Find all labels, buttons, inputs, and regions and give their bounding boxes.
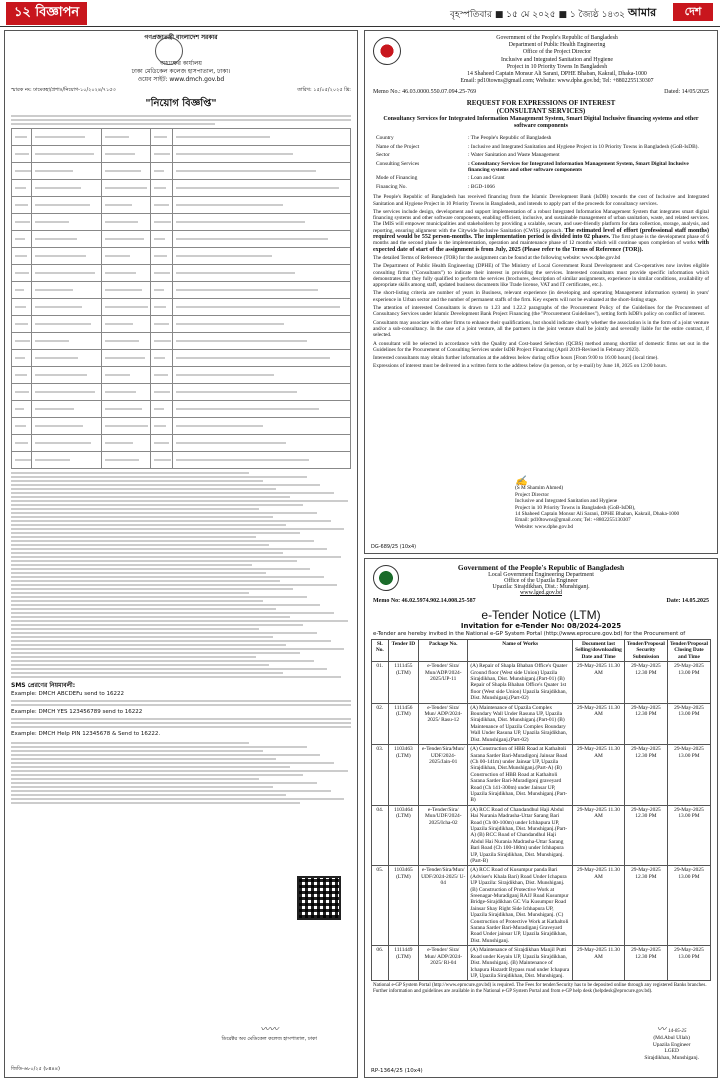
tender-cell-sec: 29-May-2025 12.30 PM (624, 946, 667, 981)
tender-title: e-Tender Notice (LTM) (481, 608, 601, 622)
reoi-field-key: Financing No. (376, 183, 407, 190)
reoi-field-value: : Inclusive and Integrated Sanitation and Hygiene Project in 10 Priority Towns in Bangladesh (GoB-IsDB). (468, 143, 699, 150)
tender-col-header: Package No. (419, 640, 468, 662)
tender-cell-close: 29-May-2025 13.00 PM (667, 805, 710, 866)
reoi-gov: Government of the People's Republic of Bangladesh (496, 35, 618, 41)
tender-memo: Memo No: 46.02.5974.902.14.008.25-587 (373, 598, 476, 604)
tender-cell-sec: 29-May-2025 12.30 PM (624, 866, 667, 946)
tender-cell-works: (A) RCC Road of Kusumpur panda Bari (Adviser's Khala Bari) Road Under Ichapura UP Upazila: Sirajdikhan, Dist. Munshiganj. (B) Construction of Protective Work at Sreenagar-Muradiganj RAJJ Road Kusumpur Bridge-Sirajdikhan GC Via Kusumpur Road Jainsar Shay Right Side Ichhapura UP, Upazila Sirajdikhan, Dist. Munshiganj. (C) Construction of Protective Work at Kathaltoli Sarana Sarder Bari-Muradiganj Graveyard Road Under jainsar UP, Upazila Sirajdikhan, Dist. Munshiganj. (468, 866, 573, 946)
tender-cell-pkg: e-Tender/Sira/Mun/ UDF/2024-2025/ U-04 (419, 866, 468, 946)
tender-col-header: Tender/Proposal Security Submission (624, 640, 667, 662)
table-row (12, 197, 351, 214)
reoi-field-key: Mode of Financing (376, 175, 418, 182)
tender-cell-sell: 29-May-2025 11.30 AM (573, 745, 625, 806)
reoi-title2: (CONSULTANT SERVICES) (496, 107, 586, 116)
page-label: ১২ বিজ্ঞাপন (6, 2, 87, 25)
tender-cell-id: 1103464 (LTM) (388, 805, 419, 866)
table-row (12, 248, 351, 265)
tender-cell-sell: 29-May-2025 11.30 AM (573, 946, 625, 981)
recruitment-notice (4, 30, 358, 1078)
table-row (12, 401, 351, 418)
tender-cell-sec: 29-May-2025 12.30 PM (624, 662, 667, 703)
reoi-p9: Interested consultants may obtain further information at the address below during office hours [From 9:00 to 16:00 hours] (local time). (373, 355, 659, 362)
sms-example-2: Example: DMCH YES 123456789 send to 16222 (11, 709, 143, 715)
tender-cell-works: (A) Maintenance of Sirajdikhan Manjil Putti Road under Keyain UP, Upazila Sirajdikhan, Dist. Munshiganj. (B) Maintenance of Ichapura Hazardt Bypass road under Ichapura UP, Upazila Sirajdikhan, Dist. Munshiganj. (468, 946, 573, 981)
table-row (12, 435, 351, 452)
tender-cell-works: (A) Construction of HBB Road at Kathaltoli Sarana Sarder Bari-Muradigonj Jainsar Road (Ch 00-141m) under Jainsar UP, Upazila Sirajdikhan, Dist.Munshiganj.(Part-A) (B) Construction of HBB Road at Kathaltoli Sarana Sarder Bari-Muradigonj graveyard Road (Ch 141-300m) under Jainsar UP, Upazila Sirajdikhan, Dist. Munshiganj.(Part-B) (468, 745, 573, 806)
tender-cell-sl: 03. (372, 745, 389, 806)
reoi-project2: Project in 10 Priority Towns In Bangladesh (506, 63, 608, 70)
notice-conditions (5, 472, 357, 678)
table-row (12, 452, 351, 469)
reoi-p2-emph: The estimated level of effort (professional staff months) required would be 552 person-months. The implementation period is divided into 02 phases. (373, 227, 709, 241)
reoi-address: 14 Shaheed Captain Monsur Ali Sarani, DPHE Bhaban, Kakrail, Dhaka-1000 (467, 71, 647, 78)
newspaper-logo (628, 3, 714, 21)
tender-cell-id: 1103463 (LTM) (388, 745, 419, 806)
tender-row (372, 805, 711, 866)
tender-col-header: Tender ID (388, 640, 419, 662)
reoi-sig-name: (S M Shamim Ahmed) (515, 485, 564, 492)
tender-dept: Local Government Engineering Department (488, 572, 594, 578)
table-row (12, 231, 351, 248)
tender-cell-sell: 29-May-2025 11.30 AM (573, 805, 625, 866)
tender-cell-sec: 29-May-2025 12.30 PM (624, 805, 667, 866)
tender-cell-sl: 06. (372, 946, 389, 981)
tender-cell-pkg: e-Tender/ Sira/ Mun/ ADP/2024-2025/ Rl-04 (419, 946, 468, 981)
reoi-sig-contact: Email: pd10towns@gmail.com; Tel: +8802255130307 (515, 517, 631, 524)
tender-cell-close: 29-May-2025 13.00 PM (667, 946, 710, 981)
tender-gov: Government of the People's Republic of Bangladesh (457, 563, 625, 572)
table-row (12, 299, 351, 316)
tender-cell-sl: 02. (372, 703, 389, 744)
tender-col-header: Document last Selling/downloading Date and Time (573, 640, 625, 662)
reoi-p10: Expressions of interest must be delivered in a written form to the address below (in person, or by e-mail) by June 18, 2025 on 12:00 hours. (373, 363, 667, 370)
tender-cell-sell: 29-May-2025 11.30 AM (573, 662, 625, 703)
tender-cell-id: 1103465 (LTM) (388, 866, 419, 946)
reoi-notice (364, 30, 718, 554)
help-example: Example: DMCH Help PIN 12345678 & Send to 16222. (11, 731, 161, 737)
reoi-p2-emph2: with expected date of start of the assignment is from July, 2025 (Please refer to the Terms of Reference (TOR)). (373, 240, 710, 253)
reoi-field-key: Sector (376, 152, 390, 159)
tender-col-header: Sl. No. (372, 640, 389, 662)
tender-cell-sell: 29-May-2025 11.30 AM (573, 703, 625, 744)
notice-office1: অধ্যক্ষের কার্যালয় (160, 60, 202, 67)
reoi-contact: Email: pd10towns@gmail.com; Website: www.dphe.gov.bd; Tel: +8802255130307 (460, 78, 654, 85)
tender-web: www.lged.gov.bd (519, 590, 563, 596)
reoi-memo: Memo No.: 46.03.0000.550.07.094.25-769 (373, 89, 477, 96)
reoi-p2-tail: The first phase is the development phase of 6 months and the second phase is the implementation, operation and maintenance phase of 12 months which will continue upon completion of works (373, 234, 709, 247)
tender-sig-name: (Md.Abul Ullah) (653, 1035, 690, 1042)
tender-signature-mark: 〰 14-05-25 (656, 1023, 687, 1034)
reoi-field-key: Name of the Project (376, 143, 420, 150)
tender-sig-t2: LGED (664, 1048, 679, 1055)
table-row (12, 367, 351, 384)
issue-date: বৃহস্পতিবার ■ ১৫ মে ২০২৫ ■ ১ জ্যৈষ্ঠ ১৪৩২ (450, 10, 625, 20)
notice-memo-date: তারিখ: ১৫/০৫/২০২৫ খ্রি: (297, 87, 351, 93)
reoi-p7: Consultants may associate with other firms to enhance their qualifications, but should indicate clearly whether the association is in the form of a joint venture and/or a sub-consultancy. In the case of a joint venture, all the partners in the joint venture shall be jointly and severally liable for the entire contract, if selected. (373, 319, 709, 339)
notice-memo: স্মারক নং: ঢামেকহা/প্রশাঃ/নিয়োগ-১০/২০২৪/৭১৫৩ (11, 87, 116, 93)
gov-seal-icon (155, 37, 183, 65)
qr-code-icon (297, 876, 341, 920)
etender-notice (364, 558, 718, 1078)
reoi-subject: Consultancy Services for Integrated Information Management System, Smart Digital Inclusive financing systems and other software components (383, 116, 699, 130)
posts-table (11, 128, 351, 469)
reoi-office: Office of the Project Director (522, 49, 592, 56)
tender-cell-id: 1111449 (LTM) (388, 946, 419, 981)
sms-heading: SMS প্রেরণের নিয়মাবলী: (11, 682, 76, 689)
table-row (12, 384, 351, 401)
page-header (0, 0, 720, 27)
notice-website: ওয়েব সাইট: www.dmch.gov.bd (137, 76, 225, 83)
sms-example-1: Example: DMCH ABCDEFu send to 16222 (11, 691, 124, 697)
reoi-dept: Department of Public Health Engineering (508, 42, 606, 49)
tender-col-header: Name of Works (468, 640, 573, 662)
table-row (12, 316, 351, 333)
table-row (12, 146, 351, 163)
tender-cell-pkg: e-Tender/ Sira/ Mun/ ADP/2024-2025/ Rasu-12 (419, 703, 468, 744)
reoi-ref: DG-689/25 (10x4) (371, 544, 417, 550)
tender-cell-pkg: e-Tender/Sira/Mun/ UDF/2024-2025/Jain-01 (419, 745, 468, 806)
tender-table (371, 639, 711, 981)
reoi-p6: The attention of interested Consultants is drawn to 1.23 and 1.22.2 paragraphs of the Procurement Policy of the Guidelines for the Procurement of Consultancy Services under Islamic Development Bank Project Financing (the "Procurement Guidelines"), setting forth IsDB's policy on conflict of interest. (373, 305, 709, 318)
tender-cell-id: 1111455 (LTM) (388, 662, 419, 703)
tender-col-header: Tender/Proposal Closing Date and Time (667, 640, 710, 662)
reoi-signature-mark: ✍ (515, 476, 528, 487)
reoi-sig-t2: Inclusive and Integrated Sanitation and Hygiene (515, 498, 618, 505)
logo-part1: আমার (628, 6, 657, 19)
tender-ref: RP-1364/25 (10x4) (371, 1068, 423, 1074)
reoi-p8: A consultant will be selected in accordance with the Quality and Cost-based Selection (QCBS) method among shortlist of domestic firms set out in the Guidelines for the Procurement of Consulting Services under IsDB Project Financing (April 2019-Revised in February 2023). (373, 340, 709, 353)
reoi-p5: The short-listing criteria are number of years in Business, relevant experience (in developing and operating Management information system) in years' experience in Urban sector and the number of permanent staffs of the firm. Key experts will not be evaluated at the short-listing stage. (373, 290, 709, 303)
tender-cell-works: (A) Maintenance of Upazila Complex Boundary Wall Under Rasuna UP, Upazila Sirajdikhan, Dist. Munshiganj.(Part-01) (B) Maintenance of Upazila Complex Boundary Wall Under Rasuna UP, Upazila Sirajdikhan, Dist. Munshiganj.(Part-02) (468, 703, 573, 744)
reoi-field-value: : Consultancy Services for Integrated Information Management System, Smart Digital Inclusive financing systems and other software components (468, 160, 689, 174)
reoi-p1: The People's Republic of Bangladesh has received financing from the Islamic Development Bank (IsDB) towards the cost of Inclusive and Integrated Sanitation and Hygiene Project in 10 Priority Towns in Bangladesh, and intends to apply part of the proceeds for consultancy services. (373, 194, 709, 207)
tender-row (372, 703, 711, 744)
reoi-title1: REQUEST FOR EXPRESSIONS OF INTEREST (466, 99, 616, 108)
tender-row (372, 946, 711, 981)
reoi-sig-addr: 14 Shaheed Captain Monsur Ali Sarani, DPHE Bhaban, Kakrail, Dhaka-1000 (515, 511, 680, 518)
notice-gov: গণপ্রজাতন্ত্রী বাংলাদেশ সরকার (144, 34, 218, 41)
tender-cell-pkg: e-Tender/ Sira/ Mun/ADP/2024-2025/UP-11 (419, 662, 468, 703)
reoi-field-value: : Water Sanitation and Waste Management (468, 152, 560, 159)
tender-cell-close: 29-May-2025 13.00 PM (667, 703, 710, 744)
table-row (12, 350, 351, 367)
tender-cell-sl: 05. (372, 866, 389, 946)
notice-office2: ঢাকা মেডিকেল কলেজ হাসপাতাল, ঢাকা। (131, 68, 231, 75)
table-row (12, 333, 351, 350)
reoi-field-value: : Loan and Grant (468, 175, 505, 182)
notice-signer: ডিরেক্টর অব মেডিকেল কলেজ হাসপাতাল, ঢাকা (221, 1036, 317, 1042)
tender-cell-close: 29-May-2025 13.00 PM (667, 745, 710, 806)
reoi-project1: Inclusive and Integrated Sanitation and Hygiene (501, 56, 613, 63)
tender-cell-sl: 04. (372, 805, 389, 866)
reoi-fields (375, 134, 707, 191)
tender-row (372, 866, 711, 946)
tender-invite-line: e-Tender are hereby invited in the National e-GP System Portal (http://www.eprocure.gov.bd) for the Procurement of (373, 631, 686, 637)
tender-office: Office of the Upazila Engineer (504, 578, 578, 584)
tender-cell-id: 1111456 (LTM) (388, 703, 419, 744)
table-row (12, 418, 351, 435)
table-row (12, 214, 351, 231)
tender-cell-sec: 29-May-2025 12.30 PM (624, 745, 667, 806)
reoi-field-key: Consulting Services (376, 160, 420, 167)
reoi-p2: The services include design, development and support implementation of a robust Integrated Information Management System that integrates smart digital financing systems and other software components, enabling efficient, inclusive, and sustainable management of urban sanitation, waste, and related services. The IMIS will empower municipalities and stakeholders by providing a scalable, secure, and user-friendly platform for data collection, storage, analysis, and reporting, ensuring alignment with the Citywide Inclusive Sanitation (CWIS) approach. (373, 208, 709, 234)
reoi-p4: The Department of Public Health Engineering (DPHE) of The Ministry of Local Government Rural Development and Co-operatives now invites eligible consulting firms ("Consultants") to indicate their interest in providing the services. Interested consultants must provide specific information which demonstrates that they fully qualified to perform the services (brochures, description of similar assignments, experience in similar conditions, availability of appropriate skills among staff, updated business documents like Trade license, VAT and IT certificates, etc.). (373, 263, 709, 289)
tender-invitation: Invitation for e-Tender No: 08/2024-2025 (460, 622, 622, 630)
logo-part2: দেশ (673, 3, 713, 21)
tender-sig-date: 14-05-25 (668, 1028, 687, 1034)
reoi-sig-t1: Project Director (515, 491, 549, 498)
table-row (12, 163, 351, 180)
tender-upazila: Upazila: Sirajdikhan, Dist.: Munshiganj. (492, 584, 590, 590)
notice-ref: জিডি-৬৮০/২৫ (৮x৪৪) (11, 1066, 60, 1072)
tender-cell-pkg: e-Tender/Sira/ Mun/UDF/2024-2025/Icha-02 (419, 805, 468, 866)
tender-sig-t1: Upazila Engineer (652, 1041, 691, 1048)
tender-cell-close: 29-May-2025 13.00 PM (667, 866, 710, 946)
reoi-sig-t3: Project in 10 Priority Towns in Bangladesh (GoB-IsDB), (515, 504, 636, 511)
reoi-field-key: Country (376, 135, 394, 142)
reoi-sig-web: Website: www.dphe.gov.bd (515, 523, 574, 530)
tender-cell-sell: 29-May-2025 11.30 AM (573, 866, 625, 946)
table-row (12, 282, 351, 299)
reoi-field-value: : The People's Republic of Bangladesh (468, 135, 552, 142)
tender-cell-close: 29-May-2025 13.00 PM (667, 662, 710, 703)
table-row (12, 180, 351, 197)
notice-title: "নিয়োগ বিজ্ঞপ্তি" (145, 98, 217, 109)
table-row (12, 265, 351, 282)
lged-logo-icon (373, 565, 399, 591)
reoi-p3: The detailed Terms of Reference (TOR) for the assignment can be found at the following website: www.dphe.gov.bd (373, 254, 621, 261)
tender-row (372, 745, 711, 806)
tender-sig-t3: Sirajdikhan, Munshiganj. (644, 1054, 699, 1061)
tender-cell-sl: 01. (372, 662, 389, 703)
tender-date: Date: 14.05.2025 (666, 598, 709, 604)
tender-cell-works: (A) Repair of Shapla Bhaban Office's Quater Ground floor (West side Union) Upazila Sirajdikhan, Dist. Munshiganj.(Part-01) (B) Repair of Shapla Bhaban Office's Quater 1st floor (West side Union) Upazila Sirajdikhan, Dist. Munshiganj.(Part-02) (468, 662, 573, 703)
tender-cell-sec: 29-May-2025 12.30 PM (624, 703, 667, 744)
reoi-date: Dated: 14/05/2025 (664, 89, 709, 96)
reoi-field-value: : BGD-1066 (468, 183, 495, 190)
signature-mark: 〰〰 (260, 1025, 279, 1035)
tender-cell-works: (A) RCC Road of Chandandhul Haji Abdul Hai Nurania Madrasha-Uttar Sarang Bari Road (Ch 00-100m) under Ichhapura UP, Upazila Sirajdikhan, Dist. Munshiganj.(Part-A) (B) RCC Road of Chandandhul Haji Abdul Hai Nurania Madrasha-Uttar Sarang Bari Road (Ch 100-180m) under Ichhapura UP, Upazila Sirajdikhan, Dist. Munshiganj.(Part-B) (468, 805, 573, 866)
tender-row (372, 662, 711, 703)
gov-logo-icon (373, 37, 401, 65)
table-row (12, 129, 351, 146)
tender-footer: National e-GP System Portal (http://www.eprocure.gov.bd) is required. The Fees for tender/Security has to be deposited online through any registered Banks branches. Further information and guidelines are available in the National e-GP System Portal and from e-GP help desk (helpdesk@eprocure.gov.bd). (373, 983, 707, 995)
